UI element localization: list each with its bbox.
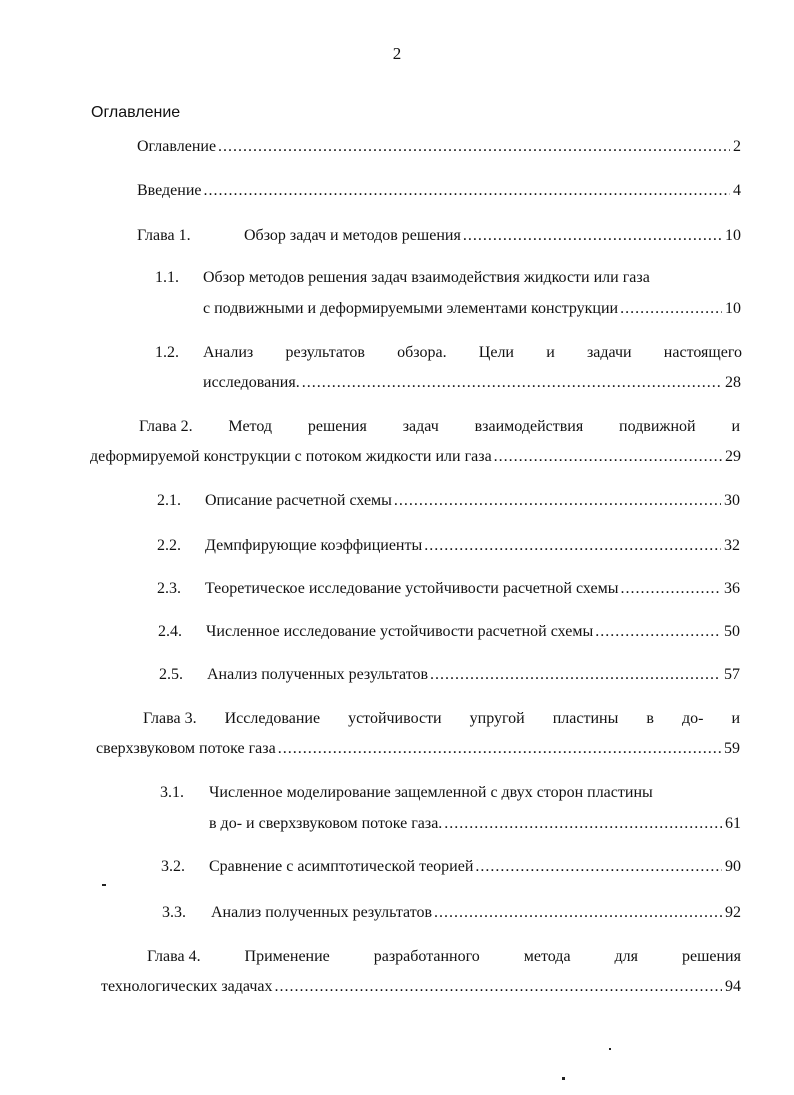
title-word: Цели — [478, 344, 514, 361]
toc-section-2-5[interactable] — [159, 664, 740, 686]
toc-entry-title-continued: в до- и сверхзвуковом потоке газа. — [209, 815, 443, 832]
title-word: взаимодействия — [474, 418, 584, 435]
dot-leader — [494, 446, 722, 468]
toc-page-number: 4 — [733, 182, 741, 199]
title-word: подвижной — [619, 418, 696, 435]
toc-section-number: 2.1. — [157, 492, 181, 509]
toc-chapter-4-cont[interactable] — [101, 976, 741, 998]
toc-section-number: 2.2. — [157, 537, 181, 554]
dot-leader — [475, 856, 722, 878]
toc-page-number: 94 — [725, 978, 741, 995]
dot-leader — [595, 621, 721, 643]
toc-section-3-1[interactable] — [160, 782, 741, 804]
toc-heading: Оглавление — [91, 104, 181, 121]
toc-entry-title-continued: исследования. — [203, 374, 300, 391]
toc-chapter-3-cont[interactable] — [96, 738, 740, 760]
title-word: и — [731, 418, 740, 435]
dot-leader — [434, 902, 722, 924]
dot-leader — [275, 976, 723, 998]
toc-chapter-2[interactable] — [139, 416, 740, 438]
toc-entry-title: Оглавление — [137, 138, 217, 155]
toc-chapter-number: Глава 3. — [143, 710, 197, 727]
title-word: задач — [402, 418, 439, 435]
dot-leader — [424, 535, 721, 557]
toc-chapter-1[interactable] — [137, 225, 741, 247]
toc-chapter-3[interactable] — [143, 708, 740, 730]
toc-section-1-2-cont[interactable] — [203, 372, 741, 394]
dot-leader — [444, 813, 722, 835]
toc-section-number: 3.1. — [160, 784, 184, 801]
scan-speck — [609, 1048, 611, 1050]
title-word: настоящего — [663, 344, 742, 361]
toc-chapter-number: Глава 2. — [139, 418, 193, 435]
toc-entry-title: Анализ полученных результатов — [211, 904, 433, 921]
toc-section-number: 2.3. — [157, 580, 181, 597]
toc-section-2-1[interactable] — [157, 490, 740, 512]
dot-leader — [620, 578, 721, 600]
toc-page-number: 90 — [725, 858, 741, 875]
toc-page-number: 92 — [725, 904, 741, 921]
toc-entry-title-continued: с подвижными и деформируемыми элементами конструкции — [203, 300, 619, 317]
title-word: устойчивости — [348, 710, 442, 727]
dot-leader — [620, 298, 722, 320]
toc-page-number: 29 — [725, 448, 741, 465]
toc-page-number: 57 — [724, 666, 740, 683]
title-word: Применение — [244, 948, 330, 965]
toc-section-2-2[interactable] — [157, 535, 740, 557]
toc-entry-title-continued: сверхзвуковом потоке газа — [96, 740, 276, 757]
toc-section-1-1[interactable] — [155, 267, 742, 289]
toc-section-2-4[interactable] — [158, 621, 740, 643]
title-word: метода — [523, 948, 571, 965]
toc-section-1-1-cont[interactable] — [203, 298, 741, 320]
title-word: обзора. — [397, 344, 447, 361]
title-word: и — [731, 710, 740, 727]
title-word: в — [646, 710, 654, 727]
title-word: Метод — [228, 418, 272, 435]
toc-entry-title: Сравнение с асимптотической теорией — [209, 858, 474, 875]
toc-section-number: 3.3. — [162, 904, 186, 921]
toc-chapter-4[interactable] — [147, 946, 741, 968]
toc-entry-title-continued: технологических задачах — [101, 978, 273, 995]
toc-entry-title: Обзор методов решения задач взаимодействия жидкости или газа — [203, 269, 650, 286]
toc-entry-title-continued: деформируемой конструкции с потоком жидкости или газа — [90, 448, 492, 465]
toc-page-number: 28 — [725, 374, 741, 391]
scan-speck — [102, 884, 106, 886]
dot-leader — [463, 225, 722, 247]
justified-title — [203, 342, 742, 364]
toc-chapter-2-cont[interactable] — [90, 446, 741, 468]
toc-entry-title: Численное моделирование защемленной с двух сторон пластины — [209, 784, 653, 801]
title-word: решения — [307, 418, 367, 435]
title-word: упругой — [469, 710, 525, 727]
toc-entry-title: Введение — [137, 182, 202, 199]
dot-leader — [204, 180, 731, 202]
toc-section-number: 1.2. — [155, 344, 179, 361]
page-number: 2 — [392, 44, 402, 63]
toc-section-3-2[interactable] — [161, 856, 741, 878]
title-word: пластины — [552, 710, 619, 727]
toc-page-number: 10 — [725, 300, 741, 317]
toc-section-number: 2.5. — [159, 666, 183, 683]
title-word: и — [546, 344, 555, 361]
toc-entry-introduction[interactable] — [137, 180, 741, 202]
title-word: для — [614, 948, 638, 965]
dot-leader — [430, 664, 721, 686]
toc-entry-title: Демпфирующие коэффициенты — [205, 537, 423, 554]
toc-page-number: 30 — [724, 492, 740, 509]
title-word: до- — [681, 710, 704, 727]
dot-leader — [218, 136, 730, 158]
toc-chapter-number: Глава 4. — [147, 948, 201, 965]
dot-leader — [394, 490, 721, 512]
toc-section-1-2[interactable] — [155, 342, 742, 364]
toc-page-number: 10 — [725, 227, 741, 244]
toc-entry-title: Анализ полученных результатов — [207, 666, 429, 683]
toc-section-number: 1.1. — [155, 269, 179, 286]
title-word: разработанного — [373, 948, 480, 965]
toc-entry-title: Численное исследование устойчивости расчетной схемы — [206, 623, 594, 640]
toc-section-3-1-cont[interactable] — [209, 813, 741, 835]
toc-page-number: 36 — [724, 580, 740, 597]
scan-speck — [562, 1077, 565, 1080]
dot-leader — [302, 372, 722, 394]
title-word: результатов — [285, 344, 365, 361]
toc-section-2-3[interactable] — [157, 578, 740, 600]
toc-entry-title: Теоретическое исследование устойчивости расчетной схемы — [205, 580, 619, 597]
toc-section-3-3[interactable] — [162, 902, 741, 924]
title-word: Исследование — [224, 710, 321, 727]
dot-leader — [278, 738, 721, 760]
toc-page-number: 32 — [724, 537, 740, 554]
toc-page-number: 61 — [725, 815, 741, 832]
toc-page-number: 2 — [733, 138, 741, 155]
toc-page-number: 59 — [724, 740, 740, 757]
toc-section-number: 2.4. — [158, 623, 182, 640]
title-word: задачи — [586, 344, 632, 361]
toc-page-number: 50 — [724, 623, 740, 640]
toc-entry-title: Описание расчетной схемы — [205, 492, 392, 509]
title-word: Анализ — [203, 344, 254, 361]
toc-section-number: 3.2. — [161, 858, 185, 875]
toc-entry-title: Обзор задач и методов решения — [244, 227, 461, 244]
toc-entry-contents[interactable] — [137, 136, 741, 158]
toc-chapter-number: Глава 1. — [137, 227, 191, 244]
title-word: решения — [681, 948, 741, 965]
